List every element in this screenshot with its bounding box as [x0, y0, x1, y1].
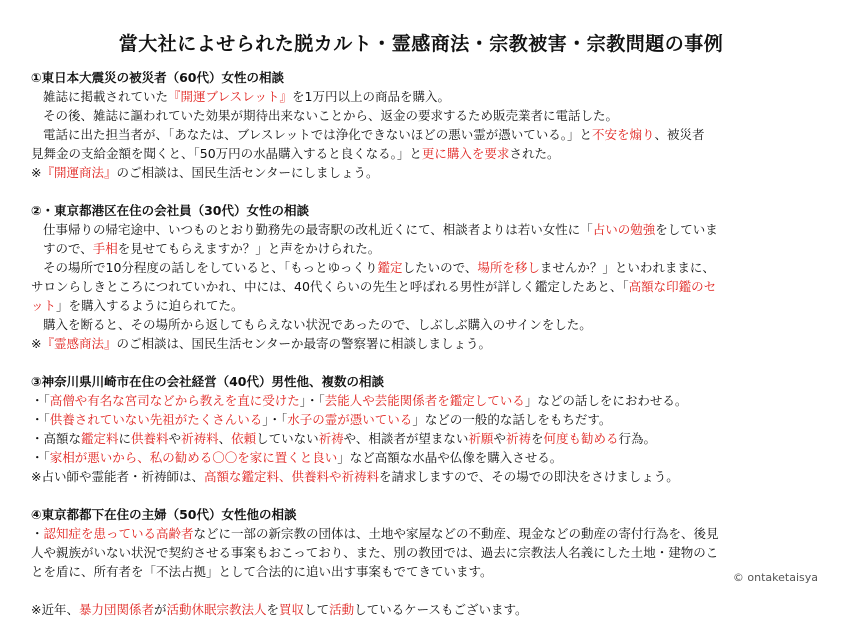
text-segment: 購入を断ると、その場所から返してもらえない状況であったので、しぶしぶ購入のサインをした。: [43, 317, 592, 332]
text-segment: ※: [31, 336, 42, 351]
case-line: [31, 410, 821, 429]
highlighted-text: 活動: [329, 602, 355, 617]
text-segment: ※近年、: [31, 602, 79, 617]
highlighted-text: 『開運ブレスレット』: [168, 89, 293, 104]
case-section-3: [31, 372, 821, 486]
highlighted-text: 祈祷料: [181, 431, 219, 446]
text-segment: すので、: [43, 241, 93, 256]
case-section-2: [31, 201, 821, 353]
text-segment: ・「: [31, 450, 50, 465]
case-line: [31, 239, 821, 258]
text-segment: に: [118, 431, 132, 446]
highlighted-text: 買収: [279, 602, 305, 617]
text-segment: 電話に出た担当者が、「あなたは、ブレスレットでは浄化できないほどの悪い霊が憑いている。」と: [43, 127, 593, 142]
highlighted-text: 『開運商法』: [41, 165, 117, 180]
case-line: [31, 524, 821, 543]
case-body: [31, 391, 821, 486]
copyright-notice: © ontaketaisya: [732, 571, 818, 584]
text-segment: 」など高額な水晶や仏像を購入させる。: [337, 450, 563, 465]
text-segment: を1万円以上の商品を購入。: [292, 89, 450, 104]
case-heading: ①東日本大震災の被災者（60代）女性の相談: [31, 70, 284, 85]
highlighted-text: 不安を煽り: [592, 127, 655, 142]
text-segment: が: [154, 602, 167, 617]
text-segment: 」・「: [262, 412, 288, 427]
highlighted-text: 芸能人や芸能関係者を鑑定している: [324, 393, 525, 408]
highlighted-text: ット: [31, 298, 57, 313]
text-segment: ・: [31, 526, 44, 541]
highlighted-text: 供養料: [131, 431, 169, 446]
text-segment: 見舞金の支給金額を聞くと、「50万円の水晶購入すると良くなる。」と: [31, 146, 422, 161]
text-segment: サロンらしきところにつれていかれ、中には、40代くらいの先生と呼ばれる男性が詳しく鑑定したあと、「: [31, 279, 629, 294]
highlighted-text: 手相: [92, 241, 118, 256]
case-line: [31, 106, 821, 125]
text-segment: ・高額な: [31, 431, 82, 446]
text-segment: とを盾に、所有者を「不法占拠」として合法的に追い出す事案もでてきています。: [31, 564, 493, 579]
highlighted-text: 祈願: [468, 431, 494, 446]
page-title: 當大社によせられた脱カルト・霊感商法・宗教被害・宗教問題の事例: [118, 33, 724, 55]
highlighted-text: 高額な印鑑のセ: [628, 279, 717, 294]
case-line: [31, 429, 821, 448]
text-segment: を: [266, 602, 280, 617]
case-section-4: [31, 505, 821, 581]
text-segment: ませんか？」といわれままに、: [539, 260, 715, 275]
case-line: [31, 296, 821, 315]
text-segment: や、相談者が望まない: [343, 431, 469, 446]
highlighted-text: 場所を移し: [477, 260, 540, 275]
highlighted-text: 占いの勉強: [592, 222, 656, 237]
text-segment: して: [304, 602, 330, 617]
text-segment: 雑誌に掲載されていた: [43, 89, 169, 104]
text-segment: 」などの話しをにおわせる。: [524, 393, 688, 408]
text-segment: を請求しますので、その場での即決をさけましょう。: [379, 469, 679, 484]
text-segment: したいので、: [402, 260, 478, 275]
case-line: [31, 87, 821, 106]
case-line: [31, 277, 821, 296]
text-segment: を見せてもらえますか？」と声をかけられた。: [117, 241, 381, 256]
case-list: [31, 68, 821, 619]
highlighted-text: 認知症を患っている高齢者: [43, 526, 194, 541]
highlighted-text: 家相が悪いから、私の勧める〇〇を家に置くと良い: [49, 450, 338, 465]
text-segment: 」を購入するように迫られてた。: [56, 298, 244, 313]
text-segment: ※: [31, 165, 42, 180]
text-segment: をしていま: [655, 222, 718, 237]
highlighted-text: 更に購入を要求: [421, 146, 510, 161]
text-segment: などに一部の新宗教の団体は、土地や家屋などの不動産、現金などの動産の寄付行為を、後見: [193, 526, 719, 541]
text-segment: 、被災者: [654, 127, 705, 142]
case-body: [31, 524, 821, 581]
case-body: [31, 87, 821, 182]
highlighted-text: 依頼: [231, 431, 257, 446]
text-segment: 人や親族がいない状況で契約させる事案もおこっており、また、別の教団では、過去に宗教法人名義にした土地・建物のこ: [31, 545, 719, 560]
text-segment: 」・「: [299, 393, 325, 408]
footer-note: [31, 600, 821, 619]
highlighted-text: 『霊感商法』: [41, 336, 117, 351]
case-line: [31, 258, 821, 277]
highlighted-text: 祈祷: [505, 431, 531, 446]
text-segment: ※占い師や霊能者・祈祷師は、: [31, 469, 204, 484]
highlighted-text: 水子の霊が憑いている: [287, 412, 413, 427]
case-line: [31, 334, 821, 353]
case-heading: ②・東京都港区在住の会社員（30代）女性の相談: [31, 203, 309, 218]
text-segment: ・「: [31, 393, 50, 408]
text-segment: 仕事帰りの帰宅途中、いつものとおり勤務先の最寄駅の改札近くにて、相談者よりは若い女性に「: [43, 222, 593, 237]
text-segment: や: [493, 431, 506, 446]
highlighted-text: 何度も勧める: [543, 431, 619, 446]
case-line: [31, 562, 821, 581]
highlighted-text: 鑑定料: [81, 431, 119, 446]
text-segment: を: [530, 431, 544, 446]
text-segment: や: [168, 431, 182, 446]
case-line: [31, 144, 821, 163]
text-segment: しているケースもございます。: [354, 602, 528, 617]
case-line: [31, 448, 821, 467]
case-line: [31, 391, 821, 410]
case-body: [31, 220, 821, 353]
case-line: [31, 163, 821, 182]
highlighted-text: 暴力団関係者: [78, 602, 154, 617]
text-segment: のご相談は、国民生活センターにしましょう。: [116, 165, 379, 180]
case-line: [31, 125, 821, 144]
highlighted-text: 活動休眠宗教法人: [166, 602, 267, 617]
highlighted-text: 高僧や有名な宮司などから教えを直に受けた: [49, 393, 300, 408]
text-segment: のご相談は、国民生活センターか最寄の警察署に相談しましょう。: [116, 336, 492, 351]
case-line: [31, 220, 821, 239]
text-segment: その場所で10分程度の話しをしていると、「もっとゆっくり: [43, 260, 378, 275]
case-heading: ③神奈川県川崎市在住の会社経営（40代）男性他、複数の相談: [31, 374, 384, 389]
text-segment: ・「: [31, 412, 50, 427]
highlighted-text: 供養されていない先祖がたくさんいる: [49, 412, 263, 427]
case-line: [31, 315, 821, 334]
case-line: [31, 467, 821, 486]
text-segment: 、: [218, 431, 232, 446]
text-segment: 行為。: [618, 431, 657, 446]
case-heading: ④東京都都下在住の主婦（50代）女性他の相談: [31, 507, 297, 522]
highlighted-text: 祈祷: [318, 431, 344, 446]
highlighted-text: 鑑定: [377, 260, 403, 275]
case-line: [31, 543, 821, 562]
highlighted-text: 高額な鑑定料、供養料や祈祷料: [203, 469, 379, 484]
case-section-1: [31, 68, 821, 182]
text-segment: された。: [509, 146, 560, 161]
text-segment: 」などの一般的な話しをもちだす。: [412, 412, 612, 427]
text-segment: していない: [256, 431, 319, 446]
text-segment: その後、雑誌に謳われていた効果が期待出来ないことから、返金の要求するため販売業者に電話した。: [43, 108, 619, 123]
